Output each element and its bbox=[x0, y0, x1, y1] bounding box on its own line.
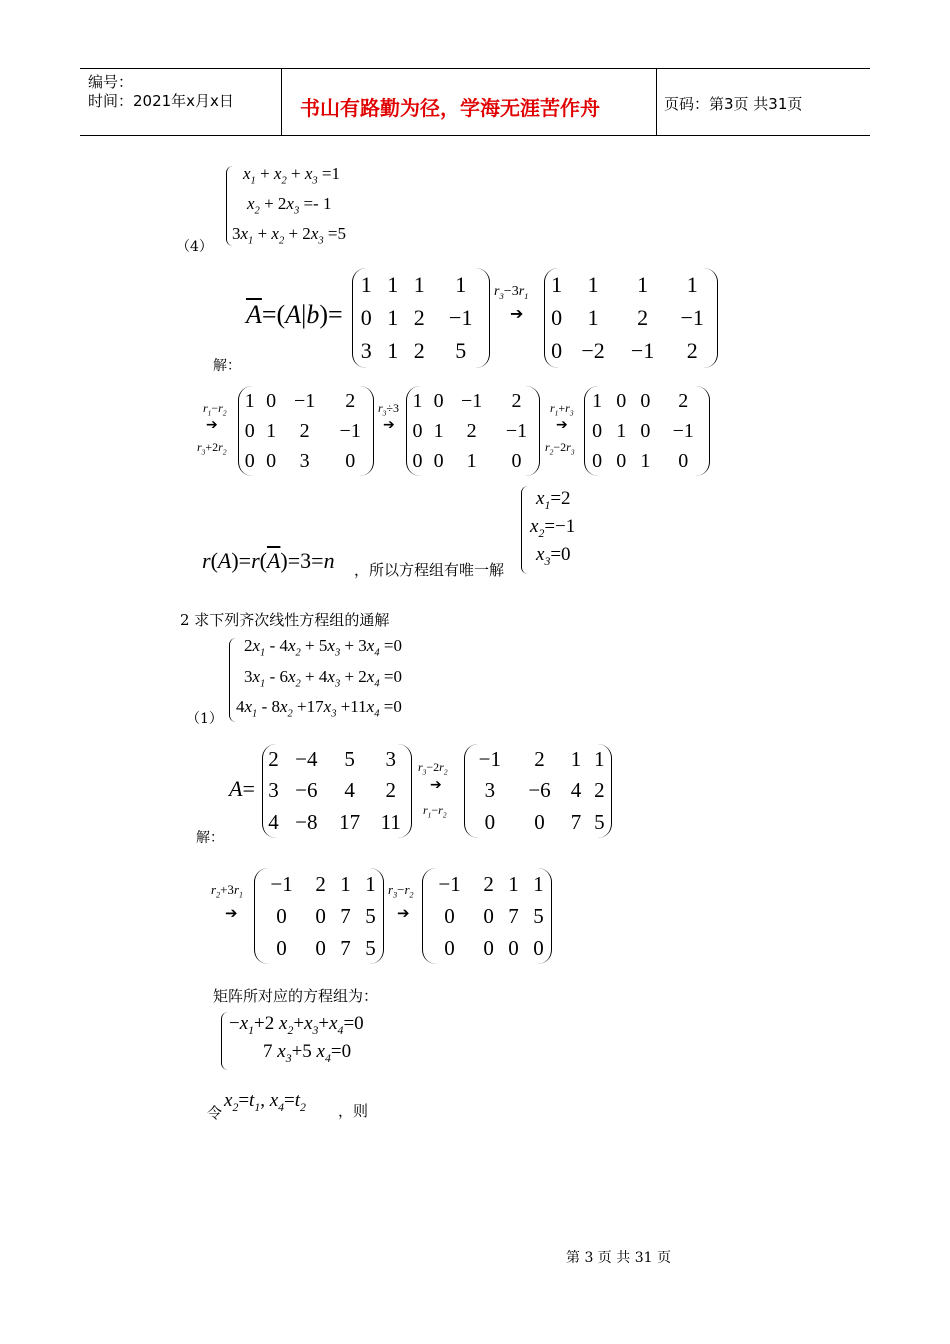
matrix-cell: −1 bbox=[293, 389, 316, 412]
row-operation: $r_1-r_2$ bbox=[203, 401, 227, 418]
matrix-cell: 0 bbox=[244, 419, 255, 442]
solution-line: $x_2=-1$ bbox=[530, 516, 576, 540]
matrix-cell: −1 bbox=[339, 419, 361, 442]
matrix-cell: 4 bbox=[344, 778, 355, 803]
equation-line: 7 $x_3+5$ $x_4=0$ bbox=[263, 1041, 352, 1065]
equation-brace bbox=[229, 638, 236, 722]
matrix-cell: 0 bbox=[315, 935, 326, 960]
header-top-rule bbox=[80, 68, 870, 69]
matrix-cell: 1 bbox=[592, 389, 603, 412]
matrix-cell: 2 bbox=[345, 389, 356, 412]
document-number-label: 编号： bbox=[88, 73, 134, 91]
matrix-cell: 0 bbox=[244, 449, 255, 472]
matrix-cell: −6 bbox=[295, 778, 318, 803]
right-arrow-icon: ➔ bbox=[510, 304, 524, 323]
matrix-cell: 5 bbox=[594, 809, 605, 834]
matrix-cell: 7 bbox=[508, 903, 519, 928]
problem-4-label: （4） bbox=[176, 239, 213, 255]
matrix-cell: 0 bbox=[276, 935, 287, 960]
row-operation: $r_3+2r_2$ bbox=[197, 440, 227, 457]
matrix-cell: 1 bbox=[594, 747, 605, 772]
row-operation: $r_2-2r_3$ bbox=[545, 440, 575, 457]
header-divider-right bbox=[656, 68, 657, 135]
matrix-cell: 0 bbox=[266, 389, 277, 412]
matrix-cell: 1 bbox=[360, 271, 372, 297]
matrix-cell: −1 bbox=[680, 304, 704, 330]
matrix-cell: 0 bbox=[412, 449, 423, 472]
matrix-cell: 2 bbox=[637, 304, 649, 330]
matrix-cell: 2 bbox=[511, 389, 522, 412]
document-date: 时间：2021年x月x日 bbox=[88, 92, 234, 110]
row-operation: $r_3\div 3$ bbox=[378, 401, 399, 418]
matrix-cell: 3 bbox=[385, 747, 397, 772]
parameter-assignment: $x_2=t_1$, $x_4=t_2$ bbox=[224, 1090, 306, 1114]
matrix-cell: 5 bbox=[365, 903, 376, 928]
matrix-cell: 5 bbox=[533, 903, 544, 928]
matrix-cell: 0 bbox=[444, 903, 455, 928]
row-operation: $r_3-2r_2$ bbox=[418, 760, 448, 777]
matrix-cell: −1 bbox=[630, 338, 655, 364]
matrix-augmented bbox=[352, 268, 490, 368]
matrix-cell: −6 bbox=[528, 778, 551, 803]
row-operation: $r_3-r_2$ bbox=[388, 882, 414, 900]
equation-line: $3x_1 - 6x_2 + 4x_3 + 2x_4 =0$ bbox=[244, 667, 402, 690]
matrix-step2 bbox=[238, 386, 374, 476]
matrix-cell: 1 bbox=[533, 871, 544, 896]
matrix-cell: −2 bbox=[581, 338, 605, 364]
row-operation: $r_1+r_3$ bbox=[550, 401, 574, 418]
matrix-cell: 2 bbox=[413, 304, 425, 330]
matrix-cell: 0 bbox=[483, 935, 494, 960]
let-suffix: ，则 bbox=[338, 1102, 369, 1120]
matrix-cell: 0 bbox=[592, 449, 603, 472]
matrix-cell: 0 bbox=[640, 389, 651, 412]
matrix-cell: 1 bbox=[616, 419, 627, 442]
matrix-cell: 0 bbox=[360, 304, 372, 330]
matrix-cell: 2 bbox=[534, 747, 545, 772]
matrix-stepA bbox=[464, 744, 612, 838]
matrix-cell: 1 bbox=[587, 304, 599, 330]
right-arrow-icon: ➔ bbox=[556, 417, 568, 433]
matrix-cell: 0 bbox=[533, 935, 544, 960]
matrix-cell: 2 bbox=[315, 871, 326, 896]
problem-1-label: （1） bbox=[186, 711, 223, 727]
matrix-cell: −8 bbox=[295, 809, 318, 834]
matrix-cell: 1 bbox=[455, 271, 467, 297]
section-2-title: 2 求下列齐次线性方程组的通解 bbox=[180, 611, 390, 629]
matrix-cell: −1 bbox=[672, 419, 694, 442]
matrix-cell: 0 bbox=[508, 935, 519, 960]
matrix-cell: 4 bbox=[570, 778, 582, 803]
matrix-step1 bbox=[544, 268, 718, 368]
header-bottom-rule bbox=[80, 135, 870, 136]
matrix-cell: 1 bbox=[412, 389, 423, 412]
solution-brace bbox=[521, 486, 528, 574]
rank-statement: $r(A)=r(\overline{A})=3=n$ bbox=[202, 548, 335, 573]
solution-line: $x_3=0$ bbox=[536, 544, 571, 568]
matrix-cell: 1 bbox=[637, 271, 649, 297]
matrix-cell: 0 bbox=[315, 903, 326, 928]
matrix-cell: 2 bbox=[594, 778, 605, 803]
matrix-cell: 0 bbox=[412, 419, 423, 442]
matrix-cell: 0 bbox=[276, 903, 287, 928]
matrix-cell: 2 bbox=[483, 871, 494, 896]
matrix-cell: 4 bbox=[268, 809, 279, 834]
matrix-cell: −1 bbox=[438, 871, 461, 896]
matrix-cell: 1 bbox=[640, 449, 651, 472]
matrix-cell: 1 bbox=[686, 271, 698, 297]
matrix-stepC bbox=[422, 868, 552, 964]
matrix-A bbox=[262, 744, 412, 838]
equation-line: $x_2 + 2x_3 =- 1$ bbox=[247, 194, 332, 217]
matrix-cell: 0 bbox=[266, 449, 277, 472]
right-arrow-icon: ➔ bbox=[225, 904, 238, 922]
row-operation: $r_1-r_2$ bbox=[423, 803, 447, 820]
let-prefix: 令 bbox=[207, 1104, 223, 1122]
matrix-cell: −4 bbox=[295, 747, 318, 772]
solve-label: 解： bbox=[196, 830, 224, 846]
right-arrow-icon: ➔ bbox=[383, 417, 395, 433]
matrix-cell: −1 bbox=[270, 871, 293, 896]
matrix-cell: 2 bbox=[413, 338, 425, 364]
matrix-cell: 7 bbox=[340, 903, 351, 928]
row-operation: $r_3-3r_1$ bbox=[494, 284, 529, 301]
matrix-cell: 11 bbox=[380, 809, 401, 834]
matrix-cell: 2 bbox=[385, 778, 397, 803]
equation-line: $x_1 + x_2 + x_3 =1$ bbox=[243, 164, 340, 187]
matrix-cell: 5 bbox=[344, 747, 355, 772]
matrix-cell: 2 bbox=[686, 338, 698, 364]
matrix-cell: 1 bbox=[244, 389, 255, 412]
augmented-matrix-definition: $\overline{A}=(A|b)=$ bbox=[246, 300, 343, 329]
solve-label: 解： bbox=[213, 358, 241, 374]
coefficient-matrix-definition: A= bbox=[229, 776, 255, 801]
matrix-cell: 1 bbox=[266, 419, 277, 442]
right-arrow-icon: ➔ bbox=[397, 904, 410, 922]
matrix-cell: 0 bbox=[592, 419, 603, 442]
header-motto: 书山有路勤为径，学海无涯苦作舟 bbox=[300, 96, 600, 120]
matrix-cell: 2 bbox=[466, 419, 477, 442]
matrix-cell: 1 bbox=[340, 871, 351, 896]
matrix-cell: 0 bbox=[484, 809, 496, 834]
matrix-cell: −1 bbox=[460, 389, 483, 412]
matrix-cell: 0 bbox=[616, 389, 627, 412]
matrix-cell: 0 bbox=[433, 449, 444, 472]
matrix-cell: 1 bbox=[413, 271, 425, 297]
equation-line: $4x_1 - 8x_2 +17x_3 +11x_4 =0$ bbox=[236, 697, 402, 720]
matrix-cell: 0 bbox=[551, 338, 563, 364]
matrix-cell: 7 bbox=[570, 809, 582, 834]
system-label: 矩阵所对应的方程组为： bbox=[213, 987, 379, 1005]
right-arrow-icon: ➔ bbox=[430, 777, 442, 793]
matrix-step3 bbox=[406, 386, 540, 476]
unique-solution-text: ，所以方程组有唯一解 bbox=[354, 561, 505, 579]
header-page-info: 页码：第3页 共31页 bbox=[664, 95, 803, 113]
matrix-cell: 0 bbox=[433, 389, 444, 412]
matrix-cell: 0 bbox=[534, 809, 545, 834]
matrix-cell: 0 bbox=[483, 903, 494, 928]
footer-page-number: 第 3 页 共 31 页 bbox=[566, 1250, 671, 1266]
matrix-cell: 1 bbox=[587, 271, 599, 297]
matrix-cell: 0 bbox=[616, 449, 627, 472]
matrix-cell: 3 bbox=[268, 778, 279, 803]
matrix-cell: 1 bbox=[466, 449, 477, 472]
matrix-cell: 2 bbox=[299, 419, 310, 442]
matrix-cell: 0 bbox=[551, 304, 563, 330]
matrix-cell: 0 bbox=[640, 419, 651, 442]
matrix-cell: 1 bbox=[570, 747, 582, 772]
equation-brace bbox=[221, 1012, 228, 1070]
matrix-cell: 1 bbox=[551, 271, 563, 297]
matrix-cell: 3 bbox=[360, 338, 372, 364]
matrix-cell: 7 bbox=[340, 935, 351, 960]
matrix-cell: 2 bbox=[678, 389, 689, 412]
matrix-cell: −1 bbox=[449, 304, 473, 330]
equation-line: $2x_1 - 4x_2 + 5x_3 + 3x_4 =0$ bbox=[244, 636, 402, 659]
matrix-cell: 1 bbox=[433, 419, 444, 442]
matrix-cell: 0 bbox=[511, 449, 522, 472]
header-divider-left bbox=[281, 68, 282, 135]
equation-line: $-x_1+2$ $x_2+x_3+x_4=0$ bbox=[229, 1013, 364, 1037]
solution-line: $x_1=2$ bbox=[536, 488, 571, 512]
matrix-cell: −1 bbox=[505, 419, 528, 442]
matrix-step4 bbox=[584, 386, 710, 476]
matrix-cell: 0 bbox=[678, 449, 689, 472]
matrix-cell: 17 bbox=[339, 809, 361, 834]
matrix-cell: 1 bbox=[365, 871, 376, 896]
matrix-cell: 1 bbox=[387, 271, 399, 297]
matrix-cell: 0 bbox=[444, 935, 455, 960]
matrix-cell: 1 bbox=[387, 338, 399, 364]
matrix-stepB bbox=[254, 868, 384, 964]
matrix-cell: −1 bbox=[478, 747, 501, 772]
matrix-cell: 5 bbox=[365, 935, 376, 960]
matrix-cell: 5 bbox=[455, 338, 467, 364]
matrix-cell: 0 bbox=[345, 449, 356, 472]
matrix-cell: 1 bbox=[387, 304, 399, 330]
matrix-cell: 1 bbox=[508, 871, 519, 896]
matrix-cell: 3 bbox=[484, 778, 496, 803]
matrix-cell: 3 bbox=[299, 449, 310, 472]
equation-line: $3x_1 + x_2 + 2x_3 =5$ bbox=[232, 224, 346, 247]
row-operation: $r_2+3r_1$ bbox=[211, 882, 244, 900]
matrix-cell: 2 bbox=[268, 747, 279, 772]
right-arrow-icon: ➔ bbox=[206, 417, 218, 433]
